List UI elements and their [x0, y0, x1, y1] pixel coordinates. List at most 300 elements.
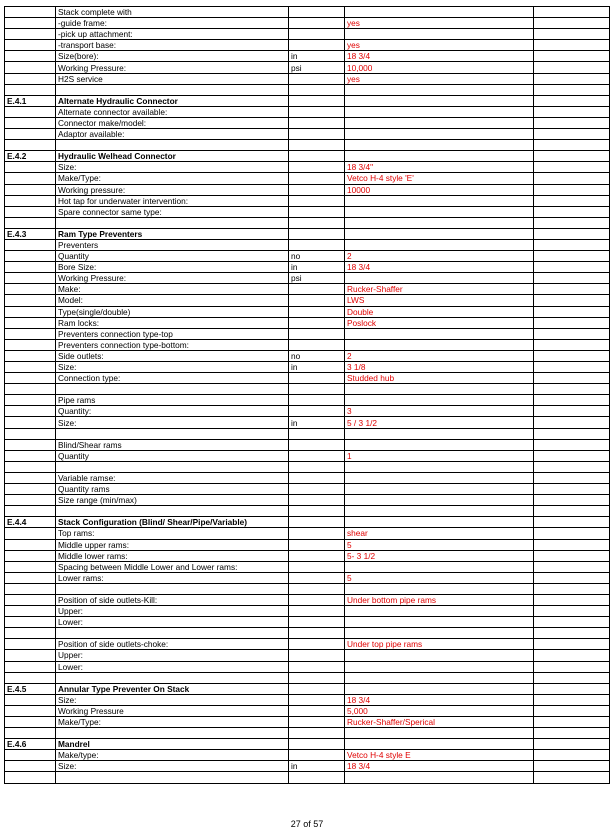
value-cell: [345, 672, 534, 683]
section-code-cell: [5, 583, 56, 594]
field-label-cell: Preventers connection type-top: [56, 328, 289, 339]
section-code-cell: [5, 206, 56, 217]
notes-cell: [534, 683, 610, 694]
value-cell: [345, 151, 534, 162]
value-cell: yes: [345, 73, 534, 84]
value-cell: Vetco H-4 style 'E': [345, 173, 534, 184]
table-row: [5, 195, 610, 206]
notes-cell: [534, 506, 610, 517]
notes-cell: [534, 628, 610, 639]
notes-cell: [534, 406, 610, 417]
section-code-cell: [5, 384, 56, 395]
table-row: [5, 395, 610, 406]
value-cell: [345, 129, 534, 140]
field-label-cell: [56, 84, 289, 95]
unit-cell: [289, 295, 345, 306]
field-label-cell: Lower:: [56, 661, 289, 672]
notes-cell: [534, 106, 610, 117]
field-label-cell: Quantity:: [56, 406, 289, 417]
unit-cell: [289, 705, 345, 716]
field-label-cell: Stack complete with: [56, 7, 289, 18]
field-label-cell: [56, 772, 289, 783]
value-cell: Studded hub: [345, 373, 534, 384]
table-row: [5, 639, 610, 650]
section-code-cell: [5, 395, 56, 406]
section-code-cell: E.4.1: [5, 95, 56, 106]
notes-cell: [534, 29, 610, 40]
notes-cell: [534, 639, 610, 650]
value-cell: [345, 395, 534, 406]
table-row: [5, 761, 610, 772]
table-row: [5, 117, 610, 128]
value-cell: [345, 628, 534, 639]
section-code-cell: [5, 317, 56, 328]
table-row: [5, 472, 610, 483]
field-label-cell: [56, 628, 289, 639]
notes-cell: [534, 750, 610, 761]
table-row: [5, 583, 610, 594]
unit-cell: [289, 572, 345, 583]
unit-cell: [289, 694, 345, 705]
value-cell: 3: [345, 406, 534, 417]
notes-cell: [534, 450, 610, 461]
section-code-cell: [5, 117, 56, 128]
notes-cell: [534, 73, 610, 84]
unit-cell: in: [289, 362, 345, 373]
table-row: [5, 694, 610, 705]
table-row: [5, 461, 610, 472]
notes-cell: [534, 484, 610, 495]
value-cell: [345, 739, 534, 750]
section-code-cell: [5, 417, 56, 428]
table-row: [5, 539, 610, 550]
field-label-cell: Lower rams:: [56, 572, 289, 583]
unit-cell: [289, 384, 345, 395]
notes-cell: [534, 206, 610, 217]
table-row: [5, 528, 610, 539]
unit-cell: [289, 117, 345, 128]
table-row: [5, 384, 610, 395]
table-row: [5, 495, 610, 506]
unit-cell: [289, 162, 345, 173]
notes-cell: [534, 705, 610, 716]
value-cell: [345, 650, 534, 661]
field-label-cell: Pipe rams: [56, 395, 289, 406]
section-code-cell: [5, 495, 56, 506]
field-label-cell: Make/Type:: [56, 717, 289, 728]
table-row: [5, 262, 610, 273]
unit-cell: [289, 317, 345, 328]
notes-cell: [534, 95, 610, 106]
value-cell: [345, 95, 534, 106]
table-row: [5, 339, 610, 350]
value-cell: 2: [345, 350, 534, 361]
notes-cell: [534, 339, 610, 350]
notes-cell: [534, 306, 610, 317]
table-row: [5, 40, 610, 51]
value-cell: [345, 484, 534, 495]
spec-table-body: [5, 7, 610, 784]
section-code-cell: [5, 550, 56, 561]
field-label-cell: Make/type:: [56, 750, 289, 761]
unit-cell: [289, 506, 345, 517]
section-header-row: [5, 95, 610, 106]
field-label-cell: [56, 672, 289, 683]
unit-cell: [289, 95, 345, 106]
notes-cell: [534, 140, 610, 151]
field-label-cell: [56, 583, 289, 594]
unit-cell: [289, 184, 345, 195]
value-cell: [345, 583, 534, 594]
section-code-cell: [5, 18, 56, 29]
table-row: [5, 572, 610, 583]
unit-cell: [289, 129, 345, 140]
value-cell: [345, 439, 534, 450]
field-label-cell: Mandrel: [56, 739, 289, 750]
unit-cell: [289, 339, 345, 350]
unit-cell: [289, 683, 345, 694]
value-cell: Under top pipe rams: [345, 639, 534, 650]
section-code-cell: [5, 217, 56, 228]
value-cell: yes: [345, 18, 534, 29]
notes-cell: [534, 195, 610, 206]
section-code-cell: E.4.2: [5, 151, 56, 162]
section-code-cell: [5, 362, 56, 373]
unit-cell: [289, 461, 345, 472]
unit-cell: [289, 239, 345, 250]
value-cell: 5,000: [345, 705, 534, 716]
notes-cell: [534, 384, 610, 395]
notes-cell: [534, 694, 610, 705]
notes-cell: [534, 417, 610, 428]
section-code-cell: [5, 639, 56, 650]
section-code-cell: [5, 140, 56, 151]
table-row: [5, 251, 610, 262]
value-cell: Rucker-Shaffer/Sperical: [345, 717, 534, 728]
section-code-cell: [5, 339, 56, 350]
field-label-cell: Middle upper rams:: [56, 539, 289, 550]
value-cell: [345, 328, 534, 339]
section-code-cell: [5, 62, 56, 73]
notes-cell: [534, 717, 610, 728]
unit-cell: [289, 772, 345, 783]
page-number: 27 of 57: [290, 819, 324, 829]
section-code-cell: [5, 750, 56, 761]
unit-cell: [289, 472, 345, 483]
table-row: [5, 273, 610, 284]
section-code-cell: [5, 162, 56, 173]
field-label-cell: [56, 461, 289, 472]
value-cell: 5 / 3 1/2: [345, 417, 534, 428]
table-row: [5, 106, 610, 117]
notes-cell: [534, 173, 610, 184]
notes-cell: [534, 539, 610, 550]
unit-cell: [289, 195, 345, 206]
value-cell: [345, 206, 534, 217]
value-cell: [345, 617, 534, 628]
field-label-cell: Stack Configuration (Blind/ Shear/Pipe/Variable): [56, 517, 289, 528]
value-cell: [345, 217, 534, 228]
field-label-cell: Adaptor available:: [56, 129, 289, 140]
table-row: [5, 650, 610, 661]
unit-cell: [289, 395, 345, 406]
notes-cell: [534, 328, 610, 339]
table-row: [5, 506, 610, 517]
notes-cell: [534, 594, 610, 605]
unit-cell: [289, 40, 345, 51]
field-label-cell: Spare connector same type:: [56, 206, 289, 217]
unit-cell: [289, 750, 345, 761]
section-code-cell: [5, 717, 56, 728]
unit-cell: [289, 561, 345, 572]
section-code-cell: E.4.5: [5, 683, 56, 694]
notes-cell: [534, 439, 610, 450]
notes-cell: [534, 472, 610, 483]
field-label-cell: Preventers connection type-bottom:: [56, 339, 289, 350]
section-code-cell: [5, 328, 56, 339]
notes-cell: [534, 550, 610, 561]
notes-cell: [534, 317, 610, 328]
unit-cell: no: [289, 350, 345, 361]
value-cell: 18 3/4: [345, 262, 534, 273]
spec-table: [4, 6, 610, 784]
field-label-cell: Size:: [56, 417, 289, 428]
field-label-cell: -pick up attachment:: [56, 29, 289, 40]
field-label-cell: Alternate Hydraulic Connector: [56, 95, 289, 106]
value-cell: 5: [345, 572, 534, 583]
notes-cell: [534, 51, 610, 62]
value-cell: [345, 683, 534, 694]
value-cell: [345, 772, 534, 783]
section-code-cell: [5, 484, 56, 495]
notes-cell: [534, 528, 610, 539]
unit-cell: [289, 328, 345, 339]
field-label-cell: Type(single/double): [56, 306, 289, 317]
unit-cell: [289, 73, 345, 84]
notes-cell: [534, 284, 610, 295]
section-code-cell: [5, 7, 56, 18]
section-code-cell: [5, 306, 56, 317]
value-cell: 1: [345, 450, 534, 461]
unit-cell: [289, 672, 345, 683]
unit-cell: [289, 717, 345, 728]
field-label-cell: Model:: [56, 295, 289, 306]
table-row: [5, 140, 610, 151]
spec-sheet: [4, 6, 609, 784]
unit-cell: [289, 583, 345, 594]
notes-cell: [534, 650, 610, 661]
notes-cell: [534, 373, 610, 384]
table-row: [5, 728, 610, 739]
table-row: [5, 439, 610, 450]
unit-cell: in: [289, 761, 345, 772]
field-label-cell: Ram Type Preventers: [56, 228, 289, 239]
field-label-cell: [56, 428, 289, 439]
unit-cell: [289, 594, 345, 605]
field-label-cell: Position of side outlets-choke:: [56, 639, 289, 650]
section-code-cell: [5, 428, 56, 439]
field-label-cell: Lower:: [56, 617, 289, 628]
field-label-cell: Connection type:: [56, 373, 289, 384]
field-label-cell: Hot tap for underwater intervention:: [56, 195, 289, 206]
section-code-cell: [5, 606, 56, 617]
table-row: [5, 184, 610, 195]
table-row: [5, 594, 610, 605]
section-code-cell: [5, 772, 56, 783]
value-cell: [345, 7, 534, 18]
field-label-cell: Blind/Shear rams: [56, 439, 289, 450]
section-code-cell: [5, 295, 56, 306]
field-label-cell: [56, 506, 289, 517]
value-cell: [345, 195, 534, 206]
value-cell: Vetco H-4 style E: [345, 750, 534, 761]
unit-cell: [289, 495, 345, 506]
section-code-cell: [5, 694, 56, 705]
section-code-cell: [5, 439, 56, 450]
section-code-cell: [5, 406, 56, 417]
section-header-row: [5, 517, 610, 528]
field-label-cell: Side outlets:: [56, 350, 289, 361]
table-row: [5, 29, 610, 40]
unit-cell: psi: [289, 273, 345, 284]
field-label-cell: Upper:: [56, 650, 289, 661]
table-row: [5, 717, 610, 728]
notes-cell: [534, 395, 610, 406]
unit-cell: [289, 406, 345, 417]
notes-cell: [534, 251, 610, 262]
value-cell: yes: [345, 40, 534, 51]
section-code-cell: [5, 239, 56, 250]
field-label-cell: Size(bore):: [56, 51, 289, 62]
notes-cell: [534, 151, 610, 162]
section-code-cell: [5, 761, 56, 772]
section-code-cell: [5, 373, 56, 384]
field-label-cell: Quantity: [56, 450, 289, 461]
table-row: [5, 284, 610, 295]
value-cell: 5: [345, 539, 534, 550]
unit-cell: [289, 18, 345, 29]
field-label-cell: Annular Type Preventer On Stack: [56, 683, 289, 694]
unit-cell: [289, 528, 345, 539]
notes-cell: [534, 583, 610, 594]
notes-cell: [534, 84, 610, 95]
notes-cell: [534, 606, 610, 617]
field-label-cell: Upper:: [56, 606, 289, 617]
section-header-row: [5, 683, 610, 694]
unit-cell: in: [289, 262, 345, 273]
table-row: [5, 772, 610, 783]
notes-cell: [534, 7, 610, 18]
value-cell: [345, 140, 534, 151]
section-code-cell: [5, 461, 56, 472]
value-cell: [345, 29, 534, 40]
notes-cell: [534, 739, 610, 750]
table-row: [5, 350, 610, 361]
notes-cell: [534, 228, 610, 239]
table-row: [5, 328, 610, 339]
notes-cell: [534, 62, 610, 73]
field-label-cell: Hydraulic Welhead Connector: [56, 151, 289, 162]
notes-cell: [534, 572, 610, 583]
table-row: [5, 217, 610, 228]
value-cell: Under bottom pipe rams: [345, 594, 534, 605]
section-code-cell: [5, 262, 56, 273]
value-cell: [345, 495, 534, 506]
table-row: [5, 628, 610, 639]
field-label-cell: Make/Type:: [56, 173, 289, 184]
field-label-cell: [56, 728, 289, 739]
table-row: [5, 173, 610, 184]
value-cell: [345, 228, 534, 239]
field-label-cell: Connector make/model:: [56, 117, 289, 128]
value-cell: [345, 239, 534, 250]
section-code-cell: [5, 40, 56, 51]
section-code-cell: E.4.3: [5, 228, 56, 239]
table-row: [5, 661, 610, 672]
field-label-cell: Working Pressure:: [56, 62, 289, 73]
table-row: [5, 362, 610, 373]
value-cell: [345, 472, 534, 483]
table-row: [5, 18, 610, 29]
table-row: [5, 7, 610, 18]
notes-cell: [534, 40, 610, 51]
unit-cell: [289, 439, 345, 450]
notes-cell: [534, 262, 610, 273]
field-label-cell: Preventers: [56, 239, 289, 250]
unit-cell: [289, 484, 345, 495]
field-label-cell: Position of side outlets-Kill:: [56, 594, 289, 605]
field-label-cell: Size:: [56, 162, 289, 173]
unit-cell: [289, 617, 345, 628]
unit-cell: [289, 628, 345, 639]
section-code-cell: E.4.4: [5, 517, 56, 528]
section-header-row: [5, 228, 610, 239]
field-label-cell: [56, 384, 289, 395]
table-row: [5, 750, 610, 761]
section-code-cell: [5, 617, 56, 628]
value-cell: 18 3/4": [345, 162, 534, 173]
notes-cell: [534, 428, 610, 439]
unit-cell: [289, 151, 345, 162]
field-label-cell: Middle lower rams:: [56, 550, 289, 561]
unit-cell: [289, 428, 345, 439]
table-row: [5, 550, 610, 561]
notes-cell: [534, 661, 610, 672]
field-label-cell: Spacing between Middle Lower and Lower rams:: [56, 561, 289, 572]
table-row: [5, 417, 610, 428]
section-code-cell: [5, 594, 56, 605]
table-row: [5, 484, 610, 495]
value-cell: shear: [345, 528, 534, 539]
notes-cell: [534, 18, 610, 29]
field-label-cell: Top rams:: [56, 528, 289, 539]
table-row: [5, 705, 610, 716]
unit-cell: [289, 450, 345, 461]
value-cell: [345, 384, 534, 395]
unit-cell: in: [289, 417, 345, 428]
value-cell: 18 3/4: [345, 694, 534, 705]
unit-cell: [289, 206, 345, 217]
table-row: [5, 406, 610, 417]
section-header-row: [5, 739, 610, 750]
unit-cell: psi: [289, 62, 345, 73]
value-cell: [345, 461, 534, 472]
field-label-cell: Working Pressure:: [56, 273, 289, 284]
table-row: [5, 73, 610, 84]
unit-cell: [289, 661, 345, 672]
section-code-cell: [5, 273, 56, 284]
unit-cell: [289, 539, 345, 550]
